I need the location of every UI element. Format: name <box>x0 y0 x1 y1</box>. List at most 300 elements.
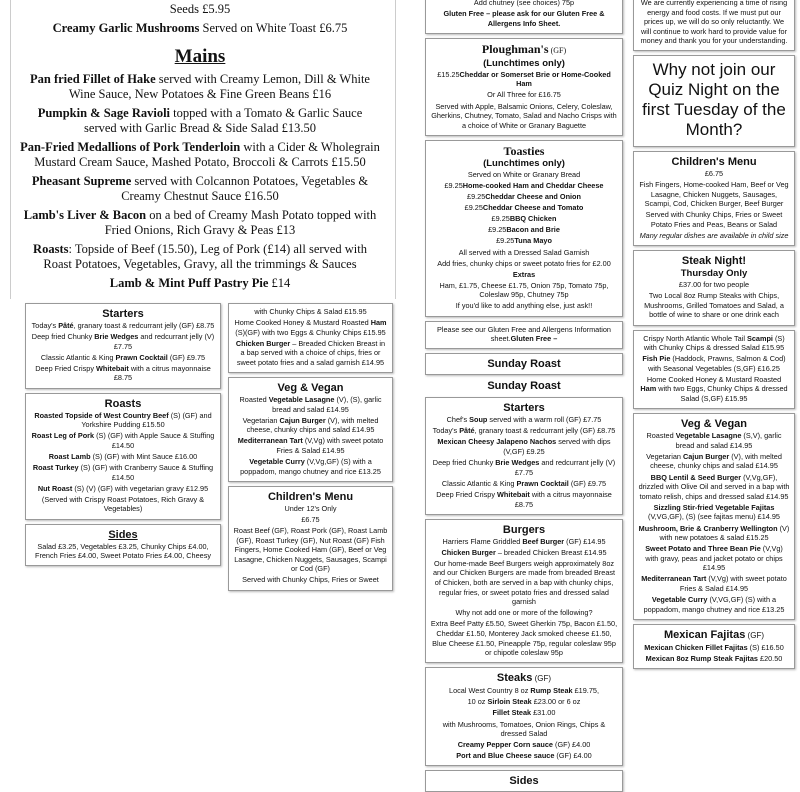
item-name: Fish Pie <box>642 354 671 364</box>
item-name: Bacon and Brie <box>506 225 560 235</box>
mains-continued-box <box>633 330 795 410</box>
item-desc: (S) (GF) with Mint Sauce £16.00 <box>90 451 198 461</box>
item-desc: , granary toast & redcurrant jelly (GF) £8.75 <box>474 426 616 436</box>
item-desc: (V,Vg) with gravy, peas and jacket potato or chips £14.95 <box>645 544 783 573</box>
menu-line <box>430 102 618 131</box>
item-desc: (V), with melted cheese, chunky chips and salad £14.95 <box>246 415 379 435</box>
item-text: Served on White or Granary Bread <box>467 169 581 179</box>
menu-line <box>430 325 618 344</box>
item-text: £9.25 <box>491 214 510 224</box>
item-text: Deep Fried Crispy <box>436 489 498 499</box>
section-title <box>430 357 618 371</box>
item-name: Lamb & Mint Puff Pastry Pie <box>109 276 269 290</box>
menu-line <box>430 301 618 311</box>
section-title-text: Children's Menu <box>671 155 757 168</box>
menu-line <box>233 416 388 435</box>
mains-item <box>20 242 380 272</box>
item-desc: – Breaded Chicken Breast in a bap served with a choice of chips, fries or sweet potato fries and a salad garnish £14.95 <box>236 338 386 367</box>
menu-line <box>430 181 618 191</box>
item-text: £9.25 <box>464 203 483 213</box>
item-name: Rump Steak <box>530 686 573 696</box>
menu-line <box>430 281 618 300</box>
item-name: Roast Lamb <box>48 451 91 461</box>
menu-line <box>30 321 216 331</box>
menu-line <box>638 452 790 471</box>
item-desc: (S) (V) (GF) with vegetarian gravy £12.95 <box>72 483 209 493</box>
veg-vegan-box <box>228 377 393 482</box>
item-desc: with a Cider & Wholegrain Mustard Cream Sauce, Mashed Potato, Broccoli & Carrots £15.50 <box>34 140 380 169</box>
item-desc: (S) (GF) and Yorkshire Pudding £15.50 <box>81 410 212 430</box>
item-desc: (V,Vg) with sweet potato Fries & Salad £14.95 <box>276 436 384 456</box>
item-desc: (GF) £14.95 <box>564 536 606 546</box>
item-text: £6.75 <box>704 168 724 178</box>
steaks-box <box>425 667 623 766</box>
item-text: 10 oz <box>467 697 488 707</box>
item-name: Gluten Free – please ask for our Gluten Free & Allergens Info Sheet. <box>443 9 605 28</box>
menu-line <box>638 375 790 404</box>
menu-line <box>430 608 618 618</box>
section-title <box>638 628 790 643</box>
item-name: Roast Turkey <box>32 463 79 473</box>
sides-box <box>25 524 221 567</box>
menu-line <box>430 170 618 180</box>
menu-line <box>430 697 618 707</box>
item-text: (Served with Crispy Roast Potatoes, Rich Gravy & Vegetables) <box>41 494 205 514</box>
gluten-free-note-box <box>425 0 623 34</box>
item-desc: (S,V), garlic bread and salad £14.95 <box>675 431 782 450</box>
item-name: Roast Leg of Pork <box>31 431 95 441</box>
item-text: Today's <box>31 321 59 330</box>
section-title <box>429 379 619 393</box>
item-desc: : Topside of Beef (15.50), Leg of Pork (£14) all served with Roast Potatoes, Vegetables, Gravy, all the trimmings & Sauces <box>43 242 367 271</box>
item-text: Deep Fried Crispy <box>35 363 97 373</box>
item-name: Pâté <box>459 426 475 436</box>
toasties-box <box>425 140 623 317</box>
section-title-text: Roasts <box>104 397 142 410</box>
item-text: £37.00 for two people <box>678 280 750 290</box>
item-text: If you'd like to add anything else, just ask!! <box>455 301 593 311</box>
menu-line <box>638 210 790 229</box>
section-title-text: Ploughman's <box>481 41 549 56</box>
mains-item <box>20 106 380 136</box>
item-text: Crispy North Atlantic Whole Tail <box>643 333 747 343</box>
sunday-roast-box <box>425 353 623 375</box>
menu-line <box>430 458 618 477</box>
item-name: Cheddar Cheese and Tomato <box>482 203 584 213</box>
section-title <box>233 490 388 504</box>
mains-item <box>20 208 380 238</box>
menu-line <box>430 751 618 761</box>
item-name: Tuna Mayo <box>514 236 552 246</box>
item-name: Prawn Cocktail <box>115 352 168 362</box>
menu-line <box>233 307 388 317</box>
item-name: Mexican 8oz Rump Steak Fajitas <box>645 653 758 663</box>
menu-line <box>430 90 618 100</box>
section-title <box>430 144 618 158</box>
item-text: Chef's <box>446 415 470 425</box>
section-title-text: Children's Menu <box>267 490 354 503</box>
fajitas-box <box>633 624 795 669</box>
menu-line <box>638 473 790 502</box>
lunch-and-roast-menu-column <box>425 0 623 792</box>
menu-line <box>638 291 790 320</box>
menu-line <box>430 479 618 489</box>
menu-line <box>430 740 618 750</box>
item-text: with Chunky Chips & Salad £15.95 <box>254 307 367 316</box>
item-name: Vegetable Curry <box>249 457 305 467</box>
item-desc: (S) (GF) with Apple Sauce & Stuffing £14.50 <box>94 431 215 450</box>
mains-item <box>20 174 380 204</box>
item-desc: (V), (S), garlic bread and salad £14.95 <box>272 395 382 414</box>
item-text: Home Cooked Honey & Mustard Roasted <box>646 374 782 384</box>
item-name: Lamb's Liver & Bacon <box>23 208 147 222</box>
menu-line <box>30 542 216 561</box>
item-desc: £14 <box>268 276 291 290</box>
ploughmans-box <box>425 38 623 136</box>
menu-line <box>638 60 790 140</box>
menu-line <box>430 259 618 269</box>
menu-line <box>233 526 388 574</box>
item-text: with Mushrooms, Tomatoes, Onion Rings, Chips & dressed Salad <box>442 719 606 739</box>
section-title-text: Starters <box>503 402 545 415</box>
sunday-menu-right-column <box>228 303 393 591</box>
menu-line <box>430 70 618 89</box>
item-name: Port and Blue Cheese sauce <box>456 751 555 761</box>
item-desc: (GF) £4.00 <box>554 751 592 761</box>
menu-item <box>20 2 380 17</box>
menu-line <box>430 214 618 224</box>
mains-item <box>20 140 380 170</box>
menu-line <box>233 318 388 337</box>
item-name: Mediterranean Tart <box>237 436 303 446</box>
item-name: BBQ Lentil & Seed Burger <box>650 472 742 482</box>
item-desc: (V,Vg,GF) (S) with a poppadom, mango chutney and rice £13.25 <box>240 457 381 476</box>
menu-line <box>233 515 388 525</box>
menu-line <box>430 203 618 213</box>
item-name: Cheddar Cheese and Onion <box>485 192 581 202</box>
item-name: Scampi <box>746 333 773 343</box>
item-text: Salad £3.25, Vegetables £3.25, Chunky Chips £4.00, French Fries £4.00, Sweet Potato Fries £4.00, Cheesy <box>34 541 212 561</box>
menu-line <box>430 686 618 696</box>
item-name: Fillet Steak <box>492 708 532 718</box>
item-desc: on a bed of Creamy Mash Potato topped with Fried Onions, Rich Gravy & Peas £13 <box>104 208 377 237</box>
menu-line <box>30 332 216 351</box>
item-name: Brie Wedges <box>94 332 139 342</box>
menu-line <box>638 654 790 664</box>
item-name: Extras <box>512 269 536 279</box>
item-name: Mediterranean Tart <box>641 574 707 584</box>
item-desc: served with a warm roll (GF) £7.75 <box>487 415 602 425</box>
menu-line <box>233 575 388 585</box>
item-name: Cheddar or Somerset Brie or Home-Cooked Ham <box>459 69 611 89</box>
item-name: BBQ Chicken <box>509 214 557 224</box>
menu-line <box>638 524 790 543</box>
menu-line <box>430 708 618 718</box>
section-title <box>638 155 790 169</box>
item-desc: (GF) £4.00 <box>553 740 591 750</box>
item-name: Creamy Pepper Corn sauce <box>457 740 553 750</box>
menu-line <box>30 484 216 494</box>
menu-line <box>430 9 618 28</box>
item-text: Extra Beef Patty £5.50, Sweet Gherkin 75p, Bacon £1.50, Cheddar £1.50, Monterey Jack smoked cheese £1.50, Blue Cheese £1.50, Pineapple 75p, regular coleslaw 95p or chipotle coleslaw 95p <box>430 619 618 658</box>
item-text: Seeds £5.95 <box>169 2 231 16</box>
section-title-text: Burgers <box>502 523 546 536</box>
menu-line <box>430 415 618 425</box>
item-name: Sizzling Stir-fried Vegetable Fajitas <box>653 502 775 512</box>
section-title-text: Sunday Roast <box>487 358 561 371</box>
menu-line <box>638 503 790 522</box>
section-title <box>30 307 216 321</box>
item-name: Pheasant Supreme <box>31 174 132 188</box>
menu-line <box>430 270 618 280</box>
section-title-note: (GF) <box>745 630 764 640</box>
item-desc: (V,VG,GF) (S) with a poppadom, mango chutney and rice £13.25 <box>643 595 785 614</box>
menu-line <box>638 280 790 290</box>
item-text: Vegetarian <box>242 415 280 425</box>
mains-item <box>20 276 380 291</box>
menu-line <box>30 353 216 363</box>
mains-item <box>20 72 380 102</box>
item-name: Mexican Cheesy Jalapeno Nachos <box>437 437 557 447</box>
item-name: Nut Roast <box>37 483 73 493</box>
quiz-night-box <box>633 55 795 147</box>
menu-line <box>430 548 618 558</box>
item-name: Home-cooked Ham and Cheddar Cheese <box>462 180 604 190</box>
burgers-box <box>425 519 623 664</box>
item-desc: £31.00 <box>531 708 556 718</box>
item-text: We are currently experiencing a time of rising energy and food costs. If we must put our prices up, we will do so only reluctantly. We will continue to work hard to provide value for money and thank you for your understanding. <box>640 0 788 46</box>
item-text: Harriers Flame Griddled <box>442 536 523 546</box>
item-text: Add fries, chunky chips or sweet potato fries for £2.00 <box>437 258 611 268</box>
item-desc: served with dips (V,GF) £9.25 <box>503 437 611 457</box>
menu-line <box>430 248 618 258</box>
item-name: Beef Burger <box>522 536 565 546</box>
section-title-note: (GF) <box>548 45 567 55</box>
item-desc: (S) (GF) with Cranberry Sauce & Stuffing £14.50 <box>78 463 214 482</box>
item-name: Pumpkin & Sage Ravioli <box>37 106 171 120</box>
item-desc: (V,VG,GF), (S) (see fajitas menu) £14.95 <box>648 512 780 522</box>
item-desc: (GF) £9.75 <box>568 478 607 488</box>
menu-line <box>638 169 790 179</box>
item-text: Classic Atlantic & King <box>40 352 116 362</box>
section-title <box>30 397 216 411</box>
item-name: Roasts <box>33 242 69 256</box>
veg-vegan-box <box>633 413 795 620</box>
item-desc: and redcurrant jelly (V) £7.75 <box>113 332 215 351</box>
menu-line <box>30 364 216 383</box>
section-title-text: Veg & Vegan <box>680 418 748 431</box>
section-title <box>430 523 618 537</box>
item-desc: (S) with Chunky Chips & dressed Salad £15.95 <box>643 333 785 353</box>
item-name: Vegetable Lasagne <box>268 395 335 405</box>
item-name: Vegetable Lasagne <box>675 431 742 441</box>
menu-line <box>638 595 790 614</box>
section-title-text: Sides <box>509 775 539 788</box>
item-name: Prawn Cocktail <box>516 478 569 488</box>
menu-line <box>430 225 618 235</box>
item-desc: with a citrus mayonnaise £8.75 <box>514 489 612 509</box>
item-desc: (S) £16.50 <box>747 642 784 652</box>
item-text: Two Local 8oz Rump Steaks with Chips, Mushrooms, Grilled Tomatoes and Salad, a bottle of wine to share or one drink each <box>644 291 784 320</box>
item-text: Deep fried Chunky <box>432 458 496 468</box>
gluten-free-info-box <box>425 321 623 350</box>
item-text: Roasted <box>646 431 676 441</box>
item-desc: £20.50 <box>757 653 783 663</box>
section-title-text: Starters <box>102 308 144 320</box>
menu-line <box>430 426 618 436</box>
menu-line <box>638 544 790 573</box>
section-title-text: Steaks <box>496 672 533 685</box>
item-text: £15.25 <box>437 69 460 79</box>
section-title <box>638 417 790 431</box>
item-desc: (V), with melted cheese, chunky chips and salad £14.95 <box>650 451 782 471</box>
item-desc: £19.75, <box>572 686 599 696</box>
section-title <box>430 42 618 58</box>
item-desc: £23.00 or 6 oz <box>531 697 581 707</box>
menu-line <box>30 495 216 514</box>
item-name: Whitebait <box>96 363 129 373</box>
item-name: Brie Wedges <box>495 458 540 468</box>
menu-line <box>638 0 790 46</box>
menu-line <box>638 334 790 353</box>
item-text: Home Cooked Honey & Mustard Roasted <box>234 318 371 328</box>
item-text: Ham, £1.75, Cheese £1.75, Onion 75p, Tomato 75p, Coleslaw 95p, Chutney 75p <box>439 280 609 300</box>
item-desc: topped with a Tomato & Garlic Sauce served with Garlic Bread & Side Salad £13.50 <box>84 106 363 135</box>
item-text: Why not join our Quiz Night on the first Tuesday of the Month? <box>642 60 786 140</box>
item-text: All served with a Dressed Salad Garnish <box>458 247 590 257</box>
item-text: Under 12's Only <box>284 503 337 513</box>
menu-line <box>638 180 790 209</box>
item-text: £9.25 <box>488 225 507 235</box>
item-text: £6.75 <box>301 514 320 524</box>
item-text: Vegetarian <box>646 451 683 461</box>
item-desc: with two Eggs, Chunky Chips & dressed Salad (S,GF) £15.95 <box>656 384 788 404</box>
item-name: Sirloin Steak <box>487 697 532 707</box>
item-desc: (V,Vg) with sweet potato Fries & Salad £14.95 <box>679 574 787 594</box>
item-desc: (Haddock, Prawns, Salmon & Cod) with Seasonal Vegetables (S,GF) £16.25 <box>648 354 786 373</box>
item-name: Pan-Fried Medallions of Pork Tenderloin <box>20 140 241 154</box>
steak-night-box <box>633 250 795 325</box>
childrens-menu-box <box>633 151 795 246</box>
left-pages <box>0 0 400 591</box>
item-name: Sweet Potato and Three Bean Pie <box>645 544 761 554</box>
menu-line <box>233 436 388 455</box>
section-title-text: Sides <box>108 528 138 541</box>
item-name: Creamy Garlic Mushrooms <box>52 21 200 35</box>
section-title-note: (GF) <box>532 674 552 684</box>
item-name: Roasted Topside of West Country Beef <box>34 410 169 420</box>
item-name: Soup <box>469 415 488 425</box>
item-desc: (V,Vg,GF), drizzled with Olive Oil and served in a bap with tomato relish, chips and dressed salad £14.95 <box>638 472 790 501</box>
section-title <box>430 401 618 415</box>
item-text: £9.25 <box>444 180 463 190</box>
childrens-menu-box <box>228 486 393 591</box>
sunday-roast-heading <box>425 379 623 393</box>
sunday-menu-left-column <box>25 303 221 591</box>
section-subtitle: (Lunchtimes only) <box>483 157 565 169</box>
item-text: Local West Country 8 oz <box>449 686 531 696</box>
item-desc: (GF) £9.75 <box>167 352 206 362</box>
item-name: Chicken Burger <box>235 338 291 348</box>
menu-line <box>30 411 216 430</box>
item-text: Add chutney (see choices) 75p <box>473 0 575 7</box>
sunday-menu-page <box>25 303 400 591</box>
item-text: Why not add one or more of the following? <box>455 608 593 618</box>
item-name: Pâté <box>58 321 74 330</box>
item-name: Pan fried Fillet of Hake <box>30 72 156 86</box>
item-name: Cajun Burger <box>279 415 326 425</box>
section-subtitle: Thursday Only <box>680 268 748 280</box>
roasts-box <box>25 393 221 520</box>
menu-line <box>30 431 216 450</box>
item-text: £9.25 <box>467 192 486 202</box>
menu-line <box>430 437 618 456</box>
item-text: Today's <box>432 426 460 436</box>
menu-line <box>30 463 216 482</box>
menu-line <box>430 0 618 8</box>
item-name: Chicken Burger <box>441 547 496 557</box>
item-text: Please see our Gluten Free and Allergens Information sheet. <box>436 324 611 344</box>
menu-line <box>638 431 790 450</box>
item-name: Whitebait <box>497 489 530 499</box>
menu-line <box>638 354 790 373</box>
item-text: Or All Three for £16.75 <box>487 90 561 100</box>
price-notice-box <box>633 0 795 51</box>
section-title <box>430 671 618 686</box>
item-desc: , granary toast & redcurrant jelly (GF) £8.75 <box>73 321 215 330</box>
item-name: Ham <box>370 318 387 328</box>
item-text: Served with Chunky Chips, Fries or Sweet <box>242 575 379 585</box>
item-text: £9.25 <box>496 236 515 246</box>
menu-line <box>430 720 618 739</box>
item-desc: – breaded Chicken Breast £14.95 <box>495 547 607 557</box>
menu-line <box>430 619 618 657</box>
item-text: Classic Atlantic & King <box>441 478 517 488</box>
item-name: Mushroom, Brie & Cranberry Wellington <box>638 523 778 533</box>
mains-continued-box <box>228 303 393 373</box>
item-text: Our home-made Beef Burgers weigh approximately 8oz and our Chicken Burgers are made from breaded Breast of Chicken, both are served in a bap with chunky chips, regular fries, or sweet potato fries and dressed salad garnish <box>432 558 616 607</box>
menu-line <box>430 192 618 202</box>
menu-line <box>430 236 618 246</box>
item-desc: served with Colcannon Potatoes, Vegetables & Creamy Chestnut Sauce £16.50 <box>121 174 369 203</box>
item-desc: and redcurrant jelly (V) £7.75 <box>514 458 616 477</box>
section-title-text: Sunday Roast <box>487 380 561 393</box>
menu-line <box>233 457 388 476</box>
item-desc: with a citrus mayonnaise £8.75 <box>113 363 211 383</box>
sides-box <box>425 770 623 792</box>
starters-box <box>425 397 623 514</box>
menu-line <box>638 231 790 241</box>
section-title-text: Steak Night! <box>681 255 747 268</box>
item-name: Ham <box>640 384 657 394</box>
item-desc: (S)(GF) with two Eggs & Chunky Chips £15.95 <box>235 327 386 337</box>
item-name: Vegetable Curry <box>651 595 708 605</box>
item-desc: (V) with new potatoes & salad £15.25 <box>659 523 790 543</box>
section-subtitle: (Lunchtimes only) <box>483 57 565 69</box>
specials-column <box>633 0 795 669</box>
item-text: Roasted <box>239 395 269 405</box>
section-title-text: Toasties <box>503 143 545 158</box>
item-text: Served with Apple, Balsamic Onions, Celery, Coleslaw, Gherkins, Chutney, Tomato, Salad and Nacho Crisps with a choice of White or Granary Baguette <box>431 101 617 130</box>
section-title <box>638 254 790 268</box>
mains-heading: Mains <box>174 46 226 67</box>
item-text: Served with Chunky Chips, Fries or Sweet Potato Fries and Peas, Beans or Salad <box>645 210 783 229</box>
section-title <box>233 381 388 395</box>
menu-line <box>430 490 618 509</box>
item-desc: Served on White Toast £6.75 <box>199 21 348 35</box>
menu-line <box>638 643 790 653</box>
menu-line <box>430 537 618 547</box>
